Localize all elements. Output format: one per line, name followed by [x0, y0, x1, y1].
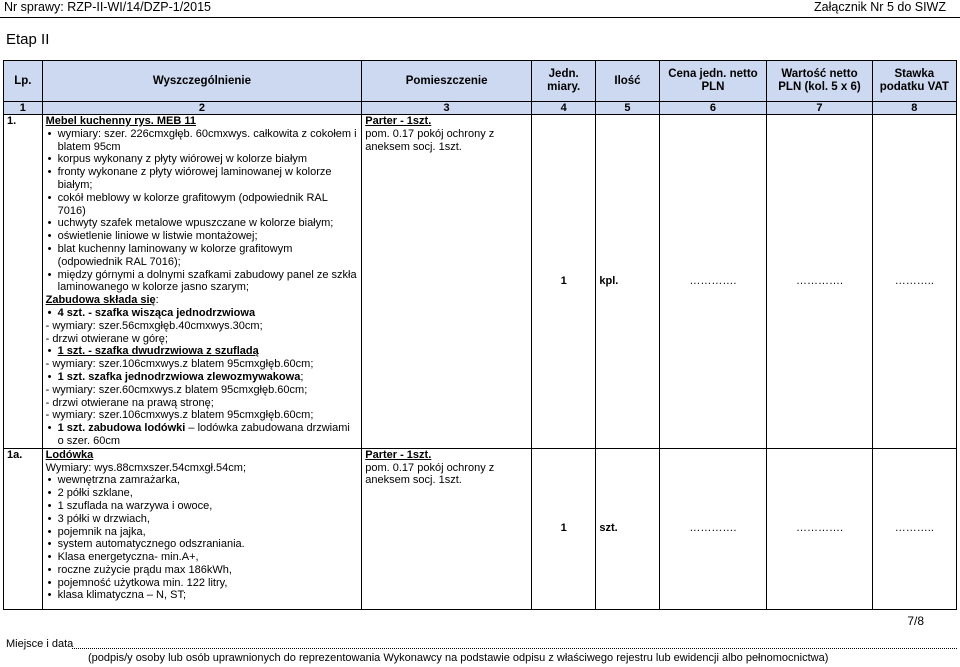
room-floor: Parter - 1szt. — [365, 448, 432, 461]
row-unit-price: …………. — [659, 448, 767, 609]
list-item: • 1 szuflada na warzywa i owoce, — [46, 500, 359, 513]
column-number-row — [4, 102, 957, 115]
component-line: - drzwi otwierane w górę; — [45, 332, 168, 345]
component-heading: • 1 szt. - szafka dwudrzwiowa z szufladą — [46, 345, 359, 358]
list-item: • cokół meblowy w kolorze grafitowym (odpowiednik RAL 7016) — [46, 192, 359, 218]
list-item: • pojemnik na jajka, — [46, 526, 359, 539]
row-unit-qty: 1 — [531, 448, 595, 609]
row-unit-price: …………. — [659, 115, 767, 449]
component-list — [46, 371, 359, 384]
page-number: 7/8 — [907, 614, 924, 628]
row-lp: 1a. — [4, 448, 43, 609]
col-number: 5 — [596, 102, 659, 115]
component-line: - drzwi otwierane na prawą stronę; — [45, 396, 214, 409]
component-heading: • 1 szt. szafka jednodrzwiowa zlewozmywakowa; — [46, 371, 359, 384]
col-number: 1 — [4, 102, 43, 115]
table-row — [4, 115, 957, 449]
signature-line — [72, 648, 957, 649]
row-lp: 1. — [4, 115, 43, 449]
col-header-description: Wyszczególnienie — [42, 61, 362, 102]
stage-title: Etap II — [6, 31, 50, 48]
col-header-vat-rate: Stawka podatku VAT — [872, 61, 956, 102]
table-row — [4, 448, 957, 609]
list-item: • klasa klimatyczna – N, ST; — [46, 589, 359, 602]
row-net-value: …………. — [767, 448, 872, 609]
table-header-row — [4, 61, 957, 102]
component-list — [46, 422, 359, 448]
list-item: • wymiary: szer. 226cmxgłęb. 60cmxwys. całkowita z cokołem i blatem 95cm — [46, 128, 359, 154]
component-list — [46, 345, 359, 358]
list-item: • 3 półki w drzwiach, — [46, 513, 359, 526]
component-heading: • 1 szt. zabudowa lodówki – lodówka zabudowana drzwiami o szer. 60cm — [46, 422, 359, 448]
list-item: • wewnętrzna zamrażarka, — [46, 474, 359, 487]
list-item: • 2 półki szklane, — [46, 487, 359, 500]
row-unit-qty: 1 — [531, 115, 595, 449]
component-line: - wymiary: szer.106cmxwys.z blatem 95cmxgłęb.60cm; — [45, 409, 314, 422]
col-number: 4 — [531, 102, 595, 115]
list-item: • uchwyty szafek metalowe wpuszczane w kolorze białym; — [46, 217, 359, 230]
col-number: 7 — [767, 102, 872, 115]
component-line: - wymiary: szer.106cmxwys.z blatem 95cmxgłęb.60cm; — [45, 358, 314, 371]
component-heading: • 4 szt. - szafka wisząca jednodrzwiowa — [46, 307, 359, 320]
row-description — [42, 448, 362, 609]
list-item: • roczne zużycie prądu max 186kWh, — [46, 564, 359, 577]
col-header-lp: Lp. — [4, 61, 43, 102]
col-number: 3 — [362, 102, 532, 115]
list-item: • blat kuchenny laminowany w kolorze grafitowym (odpowiednik RAL 7016); — [46, 243, 359, 269]
col-header-net-value: Wartość netto PLN (kol. 5 x 6) — [767, 61, 872, 102]
col-number: 8 — [872, 102, 956, 115]
spec-list — [46, 474, 359, 602]
row-description — [42, 115, 362, 449]
list-item: • korpus wykonany z płyty wiórowej w kolorze białym — [46, 153, 359, 166]
row-vat: ……….. — [872, 115, 956, 449]
row-unit: szt. — [596, 448, 659, 609]
list-item: • oświetlenie liniowe w listwie montażowej; — [46, 230, 359, 243]
col-header-room: Pomieszczenie — [362, 61, 532, 102]
component-line: - wymiary: szer.60cmxwys.z blatem 95cmxgłęb.60cm; — [45, 383, 308, 396]
place-date-label: Miejsce i data — [6, 638, 74, 650]
room-name: pom. 0.17 pokój ochrony z aneksem socj. 1szt. — [365, 461, 495, 487]
list-item: • system automatycznego odszraniania. — [46, 538, 359, 551]
item-title: Lodówka — [45, 448, 94, 461]
composition-label: Zabudowa składa się: — [45, 294, 159, 307]
col-header-unit: Jedn. miary. — [531, 61, 595, 102]
list-item: • Klasa energetyczna- min.A+, — [46, 551, 359, 564]
row-net-value: …………. — [767, 115, 872, 449]
row-unit: kpl. — [596, 115, 659, 449]
col-header-quantity: Ilość — [596, 61, 659, 102]
signature-caption: (podpis/y osoby lub osób uprawnionych do reprezentowania Wykonawcy na podstawie odpisu z właściwego rejestru lub ewidencji albo pełnomocnictwa) — [88, 652, 829, 664]
room-floor: Parter - 1szt. — [365, 115, 432, 127]
item-dimensions: Wymiary: wys.88cmxszer.54cmxgł.54cm; — [45, 461, 247, 474]
row-room — [362, 115, 532, 449]
list-item: • pojemność użytkowa min. 122 litry, — [46, 577, 359, 590]
pricing-table — [3, 60, 957, 610]
header-divider — [0, 17, 960, 18]
component-list — [46, 307, 359, 320]
row-vat: ……….. — [872, 448, 956, 609]
row-room — [362, 448, 532, 609]
list-item: • fronty wykonane z płyty wiórowej laminowanej w kolorze białym; — [46, 166, 359, 192]
component-line: - wymiary: szer.56cmxgłęb.40cmxwys.30cm; — [45, 319, 263, 332]
page-header — [0, 0, 960, 16]
col-header-unit-price: Cena jedn. netto PLN — [659, 61, 767, 102]
item-title: Mebel kuchenny rys. MEB 11 — [45, 115, 197, 127]
case-number: Nr sprawy: RZP-II-WI/14/DZP-1/2015 — [4, 0, 211, 14]
room-name: pom. 0.17 pokój ochrony z aneksem socj. 1szt. — [365, 127, 495, 153]
col-number: 2 — [42, 102, 362, 115]
attachment-label: Załącznik Nr 5 do SIWZ — [814, 0, 946, 14]
col-number: 6 — [659, 102, 767, 115]
spec-list — [46, 128, 359, 294]
list-item: • między górnymi a dolnymi szafkami zabudowy panel ze szkła laminowanego w kolorze jasno szarym; — [46, 269, 359, 295]
